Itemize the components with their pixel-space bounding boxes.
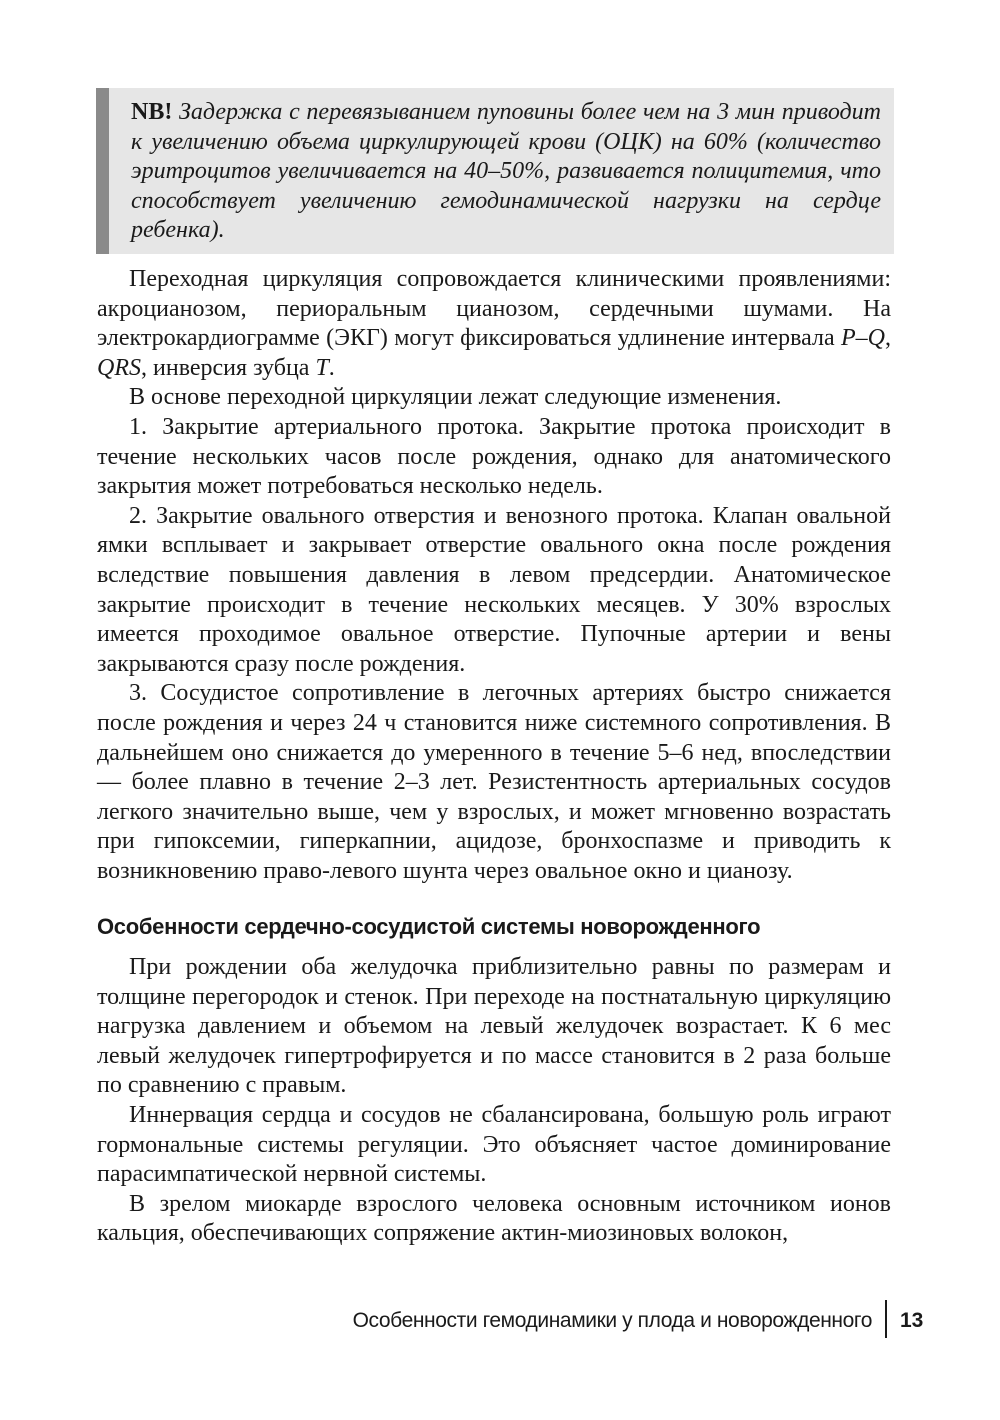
section2-body <box>97 953 891 1249</box>
paragraph-transitional-circulation <box>97 265 891 383</box>
ecg-wave-t: T <box>315 354 329 381</box>
paragraph-item-2: 2. Закрытие овального отверстия и венозного протока. Клапан овальной ямки всплывает и закрывает отверстие овального окна после рождения вследствие повышения давления в левом предсердии. Анатомическое закрытие происходит в течение нескольких месяцев. У 30% взрослых имеется проходимое овальное отверстие. Пупочные артерии и вены закрываются сразу после рождения. <box>97 502 891 677</box>
paragraph-item-3: 3. Сосудистое сопротивление в легочных артериях быстро снижается после рождения и через 24 ч становится ниже системного сопротивления. В дальнейшем оно снижается до умеренного в течение 5–6 нед, впоследствии — более плавно в течение 2–3 лет. Резистентность артериальных сосудов легкого значительно выше, чем у взрослых, и может мгновенно возрастать при гипоксемии, гиперкапнии, ацидозе, бронхоспазме и приводить к возникновению право-левого шунта через овальное окно и цианозу. <box>97 680 891 884</box>
page-number: 13 <box>900 1309 924 1332</box>
paragraph-text: , <box>885 325 891 352</box>
paragraph-text: , инверсия зубца <box>141 354 316 381</box>
ecg-complex-qrs: QRS <box>97 354 141 381</box>
footer-divider <box>885 1300 887 1338</box>
nb-callout-text <box>131 98 881 246</box>
paragraph-myocardium: В зрелом миокарде взрослого человека основным источником ионов кальция, обеспечивающих сопряжение актин-миозиновых волокон, <box>97 1190 891 1247</box>
ecg-interval-pq: P–Q <box>841 325 885 352</box>
paragraph-ventricles: При рождении оба желудочка приблизительно равны по размерам и толщине перегородок и стенок. При переходе на постнатальную циркуляцию нагрузка давлением и объемом на левый желудочек возрастает. К 6 мес левый желудочек гипертрофируется и по массе становится в 2 раза больше по сравнению с правым. <box>97 954 891 1099</box>
paragraph-innervation: Иннервация сердца и сосудов не сбалансирована, большую роль играют гормональные системы регуляции. Это объясняет частое доминирование парасимпатической нервной системы. <box>97 1101 891 1188</box>
running-footer-title: Особенности гемодинамики у плода и новорожденного <box>352 1309 872 1332</box>
section1-body <box>97 265 891 886</box>
section-heading: Особенности сердечно-сосудистой системы новорожденного <box>97 914 761 939</box>
nb-body: Задержка с перевязыванием пуповины более чем на 3 мин приводит к увеличению объема циркулирующей крови (ОЦК) на 60% (количество эритроцитов увеличивается на 40–50%, развивается полицитемия, что способствует увеличению гемодинамической нагрузки на сердце ребенка). <box>131 99 881 244</box>
paragraph-item-1: 1. Закрытие артериального протока. Закрытие протока происходит в течение нескольких часов после рождения, однако для анатомического закрытия может потребоваться несколько недель. <box>97 413 891 500</box>
paragraph-text: . <box>328 354 335 381</box>
nb-label: NB! <box>131 99 173 125</box>
paragraph-changes-intro: В основе переходной циркуляции лежат следующие изменения. <box>129 384 782 411</box>
paragraph-text: Переходная циркуляция сопровождается клиническими проявлениями: акроцианозом, периоральным цианозом, сердечными шумами. На электрокардиограмме (ЭКГ) могут фиксироваться удлинение интервала <box>97 266 891 352</box>
